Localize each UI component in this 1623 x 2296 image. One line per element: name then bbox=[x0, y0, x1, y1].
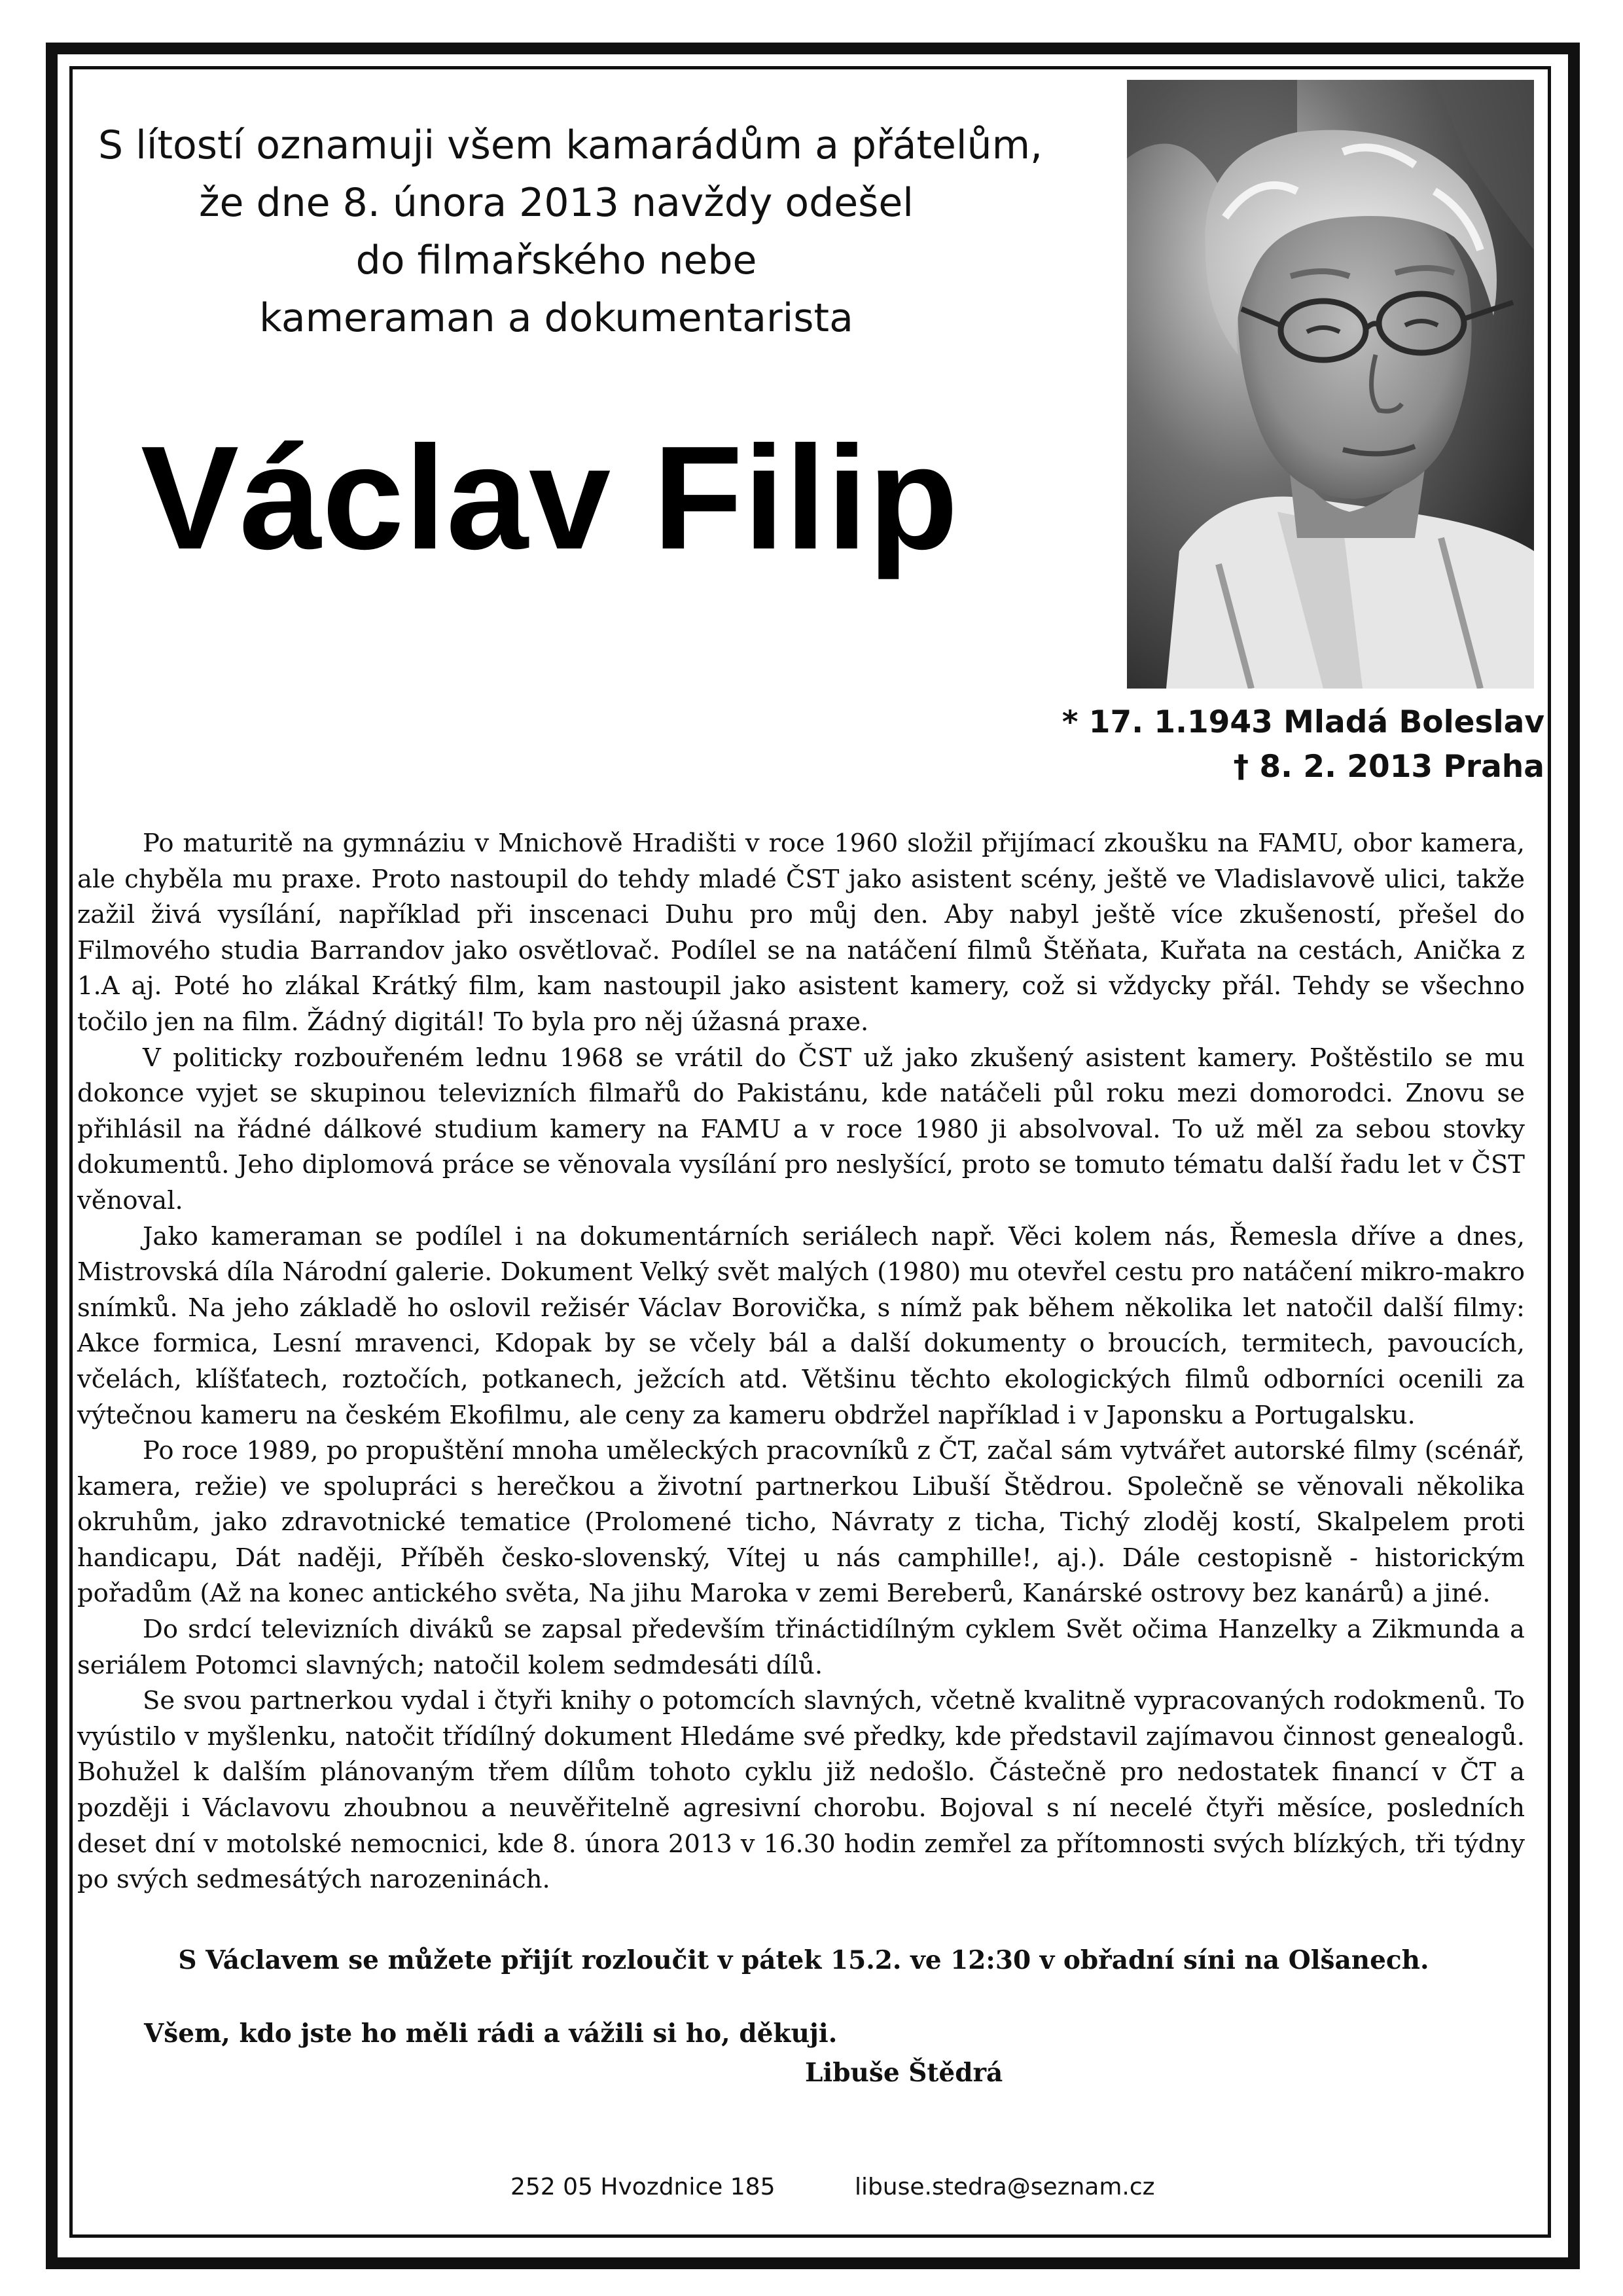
deceased-name: Václav Filip bbox=[141, 415, 959, 580]
death-date: † 8. 2. 2013 Praha bbox=[1233, 749, 1544, 785]
biography-paragraph: Se svou partnerkou vydal i čtyři knihy o potomcích slavných, včetně kvalitně vypracovaných rodokmenů. To vyústilo v myšlenku, natočit třídílný dokument Hledáme své předky, kde představil zajímavou činnost genealogů. Bohužel k dalším plánovaným třem dílům tohoto cyklu již nedošlo. Částečně pro nedostatek financí v ČT a později i Václavovu zhoubnou a neuvěřitelně agresivní chorobu. Bojoval s ní necelé čtyři měsíce, posledních deset dní v motolské nemocnici, kde 8. února 2013 v 16.30 hodin zemřel za přítomnosti svých blízkých, tři týdny po svých sedmesátých narozeninách. bbox=[77, 1686, 1525, 1895]
birth-date: * 17. 1.1943 Mladá Boleslav bbox=[1061, 704, 1544, 740]
intro-line: do filmařského nebe bbox=[355, 238, 757, 283]
biography bbox=[77, 826, 1525, 1898]
funeral-notice: S Václavem se můžete přijít rozloučit v pátek 15.2. ve 12:30 v obřadní síni na Olšanech. bbox=[178, 1945, 1429, 1975]
life-dates bbox=[1062, 700, 1544, 789]
intro-line: kameraman a dokumentarista bbox=[259, 295, 853, 341]
biography-paragraph: Do srdcí televizních diváků se zapsal především třináctidílným cyklem Svět očima Hanzelky a Zikmunda a seriálem Potomci slavných; natočil kolem sedmdesáti dílů. bbox=[77, 1615, 1525, 1680]
postal-address: 252 05 Hvozdnice 185 bbox=[510, 2174, 776, 2200]
biography-paragraph: Po maturitě na gymnáziu v Mnichově Hradišti v roce 1960 složil přijímací zkoušku na FAMU, obor kamera, ale chyběla mu praxe. Proto nastoupil do tehdy mladé ČST jako asistent scény, ještě ve Vladislavově ulici, takže zažil živá vysílání, například při inscenaci Duhu pro můj den. Aby nabyl ještě více zkušeností, přešel do Filmového studia Barrandov jako osvětlovač. Podílel se na natáčení filmů Štěňata, Kuřata na cestách, Anička z 1.A aj. Poté ho zlákal Krátký film, kam nastoupil jako asistent kamery, což si vždycky přál. Tehdy se všechno točilo jen na film. Žádný digitál! To byla pro něj úžasná praxe. bbox=[77, 829, 1525, 1037]
announcement-intro bbox=[98, 117, 1043, 347]
biography-paragraph: Po roce 1989, po propuštění mnoha uměleckých pracovníků z ČT, začal sám vytvářet autorské filmy (scénář, kamera, režie) ve spolupráci s herečkou a životní partnerkou Libuší Štědrou. Společně se věnovali několika okruhům, jako zdravotnické tematice (Prolomené ticho, Návraty z ticha, Tichý zloděj kostí, Skalpelem proti handicapu, Dát naději, Příběh česko-slovenský, Vítej u nás camphille!, aj.). Dále cestopisně - historickým pořadům (Až na konec antického světa, Na jihu Maroka v zemi Bereberů, Kanárské ostrovy bez kanárů) a jiné. bbox=[77, 1436, 1525, 1609]
signature-name: Libuše Štědrá bbox=[805, 2058, 1003, 2088]
email-address[interactable]: libuse.stedra@seznam.cz bbox=[854, 2174, 1155, 2200]
thanks-note: Všem, kdo jste ho měli rádi a vážili si ho, děkuji. bbox=[144, 2018, 838, 2049]
intro-line: S lítostí oznamuji všem kamarádům a přátelům, bbox=[98, 122, 1043, 168]
biography-paragraph: Jako kameraman se podílel i na dokumentárních seriálech např. Věci kolem nás, Řemesla dříve a dnes, Mistrovská díla Národní galerie. Dokument Velký svět malých (1980) mu otevřel cestu pro natáčení mikro-makro snímků. Na jeho základě ho oslovil režisér Václav Borovička, s nímž pak během několika let natočil další filmy: Akce formica, Lesní mravenci, Kdopak by se včely bál a další dokumenty o broucích, termitech, pavoucích, včelách, klíšťatech, roztočích, potkanech, ježcích atd. Většinu těchto ekologických filmů odborníci ocenili za výtečnou kameru na českém Ekofilmu, ale ceny za kameru obdržel například i v Japonsku a Portugalsku. bbox=[77, 1221, 1525, 1430]
intro-line: že dne 8. února 2013 navždy odešel bbox=[199, 180, 914, 226]
contact-footer bbox=[510, 2171, 1155, 2204]
biography-paragraph: V politicky rozbouřeném lednu 1968 se vrátil do ČST už jako zkušený asistent kamery. Poštěstilo se mu dokonce vyjet se skupinou televizních filmařů do Pakistánu, kde natáčeli půl roku mezi domorodci. Znovu se přihlásil na řádné dálkové studium kamery na FAMU a v roce 1980 ji absolvoval. To už měl za sebou stovky dokumentů. Jeho diplomová práce se věnovala vysílání pro neslyšící, proto se tomuto tématu další řadu let v ČST věnoval. bbox=[77, 1043, 1525, 1215]
portrait-photo bbox=[1127, 80, 1534, 689]
